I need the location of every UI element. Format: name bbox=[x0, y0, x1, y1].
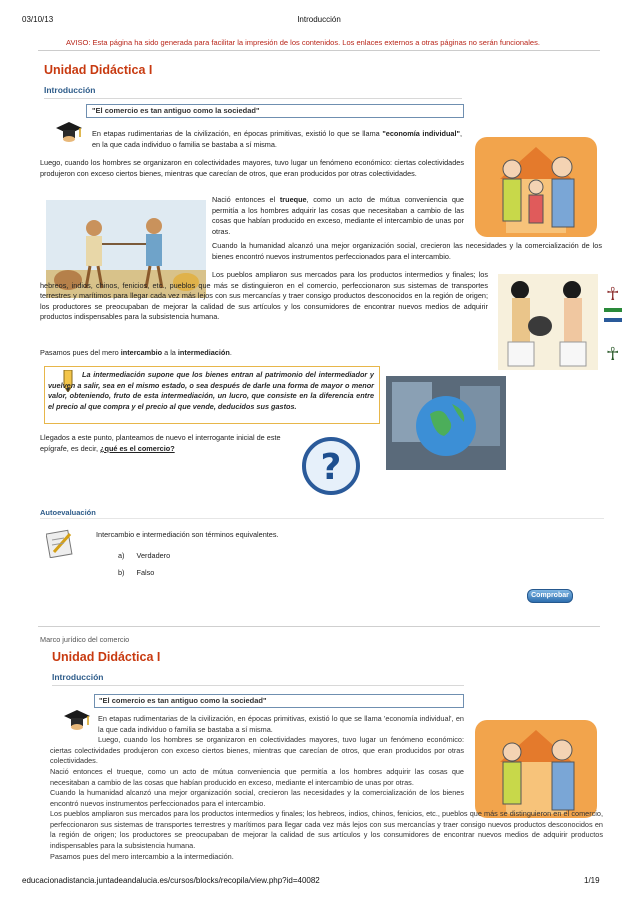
repeat-text-block bbox=[50, 714, 464, 735]
paragraph-peoples: Los pueblos ampliaron sus mercados para los productos intermedios y finales; los hebreos, indios, chinos, fenicios, etc., pueblos que más se distinguieron en el comercio, perfeccionaron sus sistemas de transportes terrestres y marítimos para llegar cada vez más lejos con sus mercancías y traer consigo productos desconocidos en la región de origen; los productores se preocupaban de mejorar la calidad de sus artículos y los consumidores de encontrar nuevos medios de adquirir productos indispensables para la subsistencia humana. bbox=[40, 270, 488, 322]
unit-title: Unidad Didáctica I bbox=[44, 63, 153, 77]
quote-title-repeat: "El comercio es tan antiguo como la sociedad" bbox=[99, 696, 267, 705]
repeat-paragraph: Los pueblos ampliaron sus mercados para los productos intermedios y finales; los hebreos, indios, chinos, fenicios, etc., pueblos que más se distinguieron en el comercio, perfeccionaron sus sistemas de transportes terrestres y marítimos para llegar cada vez más lejos con sus mercancías y traer consigo nuevos productos desconocidos en la región de origen; los productores se preocupaban de mejorar la calidad de sus artículos y los consumidores de encontrar nuevos medios de adquirir productos indispensables para la subsistencia humana. bbox=[50, 809, 603, 850]
divider bbox=[38, 626, 600, 627]
unit-title-repeat: Unidad Didáctica I bbox=[52, 650, 161, 664]
print-warning: AVISO: Esta página ha sido generada para facilitar la impresión de los contenidos. Los enlaces externos a otras páginas no serán funcionales. bbox=[66, 38, 540, 47]
repeat-paragraph: En etapas rudimentarias de la civilización, en épocas primitivas, existió lo que se llama 'economía individual', en la que cada individuo o familia se bastaba a sí misma. bbox=[98, 714, 464, 734]
option-letter: b) bbox=[118, 568, 125, 577]
option-label: Verdadero bbox=[136, 551, 171, 560]
globe-business-illustration bbox=[386, 376, 506, 470]
self-assessment-question: Intercambio e intermediación son términos equivalentes. bbox=[96, 530, 279, 539]
section-subtitle: Introducción bbox=[44, 85, 96, 95]
quote-box bbox=[86, 104, 464, 118]
quote-box-repeat bbox=[94, 694, 464, 708]
repeat-paragraph: Pasamos pues del mero intercambio a la intermediación. bbox=[50, 852, 234, 861]
option-a[interactable] bbox=[118, 551, 170, 560]
svg-text:☥: ☥ bbox=[606, 344, 620, 365]
option-letter: a) bbox=[118, 551, 125, 560]
paragraph-collectivities: Luego, cuando los hombres se organizaron en colectividades mayores, tuvo lugar un fenómeno económico: ciertas colectividades produjeron con exceso ciertos bienes, mientras que carecían de otros, que eran producidos por otras colectividades. bbox=[40, 158, 464, 178]
graduation-cap-icon bbox=[54, 118, 84, 144]
divider bbox=[44, 98, 462, 99]
svg-text:?: ? bbox=[320, 447, 342, 488]
paragraph-pasamos: Pasamos pues del mero intercambio a la intermediación. bbox=[40, 348, 232, 357]
option-label: Falso bbox=[136, 568, 155, 577]
svg-text:☥: ☥ bbox=[606, 284, 620, 305]
next-section-label: Marco jurídico del comercio bbox=[40, 635, 130, 644]
repeat-paragraph: Luego, cuando los hombres se organizaron en colectividades mayores, tuvo lugar un fenómeno económico: ciertas colectividades produjeron con exceso ciertos bienes, mientras que carecían de otros, que eran producidos por otras colectividades. bbox=[50, 735, 464, 766]
family-illustration-repeat bbox=[470, 716, 602, 822]
paragraph-organization: Cuando la humanidad alcanzó una mejor organización social, crecieron las necesidades y la comercialización de los bienes encontró nuevos instrumentos perfeccionados para el intercambio. bbox=[212, 241, 602, 261]
footer-url: educacionadistancia.juntadeandalucia.es/cursos/blocks/recopila/view.php?id=40082 bbox=[22, 876, 320, 885]
page-title: Introducción bbox=[297, 15, 341, 24]
option-b[interactable] bbox=[118, 568, 154, 577]
question-mark-icon bbox=[300, 434, 362, 498]
notepad-icon bbox=[46, 528, 74, 558]
print-date: 03/10/13 bbox=[22, 15, 54, 24]
self-assessment-title: Autoevaluación bbox=[40, 508, 96, 517]
paragraph-trueque: Nació entonces el trueque, como un acto de mútua conveniencia que permitía a los hombres adquirir las cosas que necesitaban a cambio de las cosas que habían producido en exceso, mediante el intercambio de unas por otras. bbox=[212, 195, 464, 236]
intro-paragraph: En etapas rudimentarias de la civilización, en épocas primitivas, existió lo que se llama "economía individual", en la que cada individuo o familia se bastaba a sí misma. bbox=[92, 129, 462, 149]
divider bbox=[52, 685, 464, 686]
page-number: 1/19 bbox=[584, 876, 600, 885]
section-subtitle-repeat: Introducción bbox=[52, 672, 104, 682]
repeat-paragraph: Cuando la humanidad alcanzó una mejor organización social, crecieron las necesidades y la comercialización de los bienes encontró nuevos instrumentos perfeccionados para el intercambio. bbox=[50, 788, 464, 808]
check-button[interactable]: Comprobar bbox=[527, 589, 573, 603]
divider bbox=[38, 50, 600, 51]
egyptian-illustration bbox=[494, 270, 628, 372]
divider bbox=[40, 518, 604, 519]
repeat-paragraph: Nació entonces el trueque, como un acto de mútua conveniencia que permitía a los hombres adquirir las cosas que necesitaban a cambio de las cosas que habían producido en exceso, mediante el intercambio de unas por otras. bbox=[50, 767, 464, 787]
question-paragraph: Llegados a este punto, planteamos de nuevo el interrogante inicial de este epígrafe, es decir, ¿qué es el comercio? bbox=[40, 433, 281, 453]
intermediation-definition: La intermediación supone que los bienes entran al patrimonio del intermediador y vuelven a salir, sea en el mismo estado, o sea después de darle una forma de mayor o menor valor, obteniendo, fruto de esta intermediación, un lucro, que consiste en la diferencia entre el precio al que compra y el precio al que vende, deducidos sus gastos. bbox=[48, 370, 374, 411]
family-illustration bbox=[470, 129, 602, 243]
quote-title: "El comercio es tan antiguo como la sociedad" bbox=[92, 106, 260, 115]
